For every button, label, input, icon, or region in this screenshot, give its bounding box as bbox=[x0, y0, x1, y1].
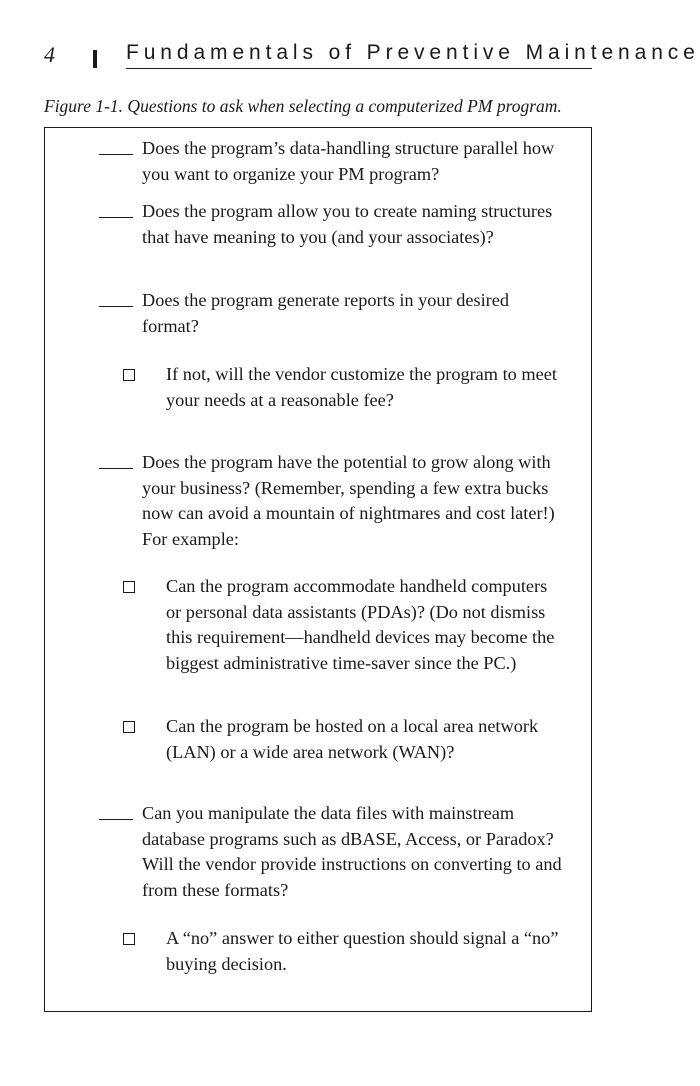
checkbox-icon[interactable] bbox=[123, 369, 135, 381]
header-rule bbox=[126, 68, 592, 69]
figure-caption: Figure 1-1. Questions to ask when selecting a computerized PM program. bbox=[44, 96, 562, 116]
sub-item-text: Can the program accommodate handheld computers or personal data assistants (PDAs)? (Do not dismiss this requirement—handheld devices may become the biggest administrative time-saver since the PC.) bbox=[166, 576, 555, 673]
checkbox-icon[interactable] bbox=[123, 933, 135, 945]
header-divider-bar bbox=[93, 50, 97, 68]
answer-blank-line[interactable] bbox=[99, 217, 133, 218]
question-text: Does the program allow you to create naming structures that have meaning to you (and your associates)? bbox=[142, 201, 553, 247]
answer-blank-line[interactable] bbox=[99, 468, 133, 469]
question-text: Can you manipulate the data files with mainstream database programs such as dBASE, Access, or Paradox? Will the vendor provide instructions on converting to and from these formats? bbox=[142, 803, 562, 900]
question-text: Does the program have the potential to grow along with your business? (Remember, spending a few extra bucks now can avoid a mountain of nightmares and cost later!) For example: bbox=[142, 452, 555, 549]
checkbox-icon[interactable] bbox=[123, 581, 135, 593]
sub-item-text: Can the program be hosted on a local area network (LAN) or a wide area network (WAN)? bbox=[166, 716, 539, 762]
figure-box bbox=[44, 127, 592, 1012]
checkbox-icon[interactable] bbox=[123, 721, 135, 733]
sub-item-text: A “no” answer to either question should signal a “no” buying decision. bbox=[166, 928, 559, 974]
answer-blank-line[interactable] bbox=[99, 306, 133, 307]
question-text: Does the program’s data-handling structure parallel how you want to organize your PM program? bbox=[142, 138, 555, 184]
running-head: Fundamentals of Preventive Maintenance bbox=[126, 41, 700, 64]
page-number: 4 bbox=[44, 42, 55, 67]
question-text: Does the program generate reports in your desired format? bbox=[142, 290, 510, 336]
answer-blank-line[interactable] bbox=[99, 819, 133, 820]
answer-blank-line[interactable] bbox=[99, 154, 133, 155]
sub-item-text: If not, will the vendor customize the program to meet your needs at a reasonable fee? bbox=[166, 364, 557, 410]
